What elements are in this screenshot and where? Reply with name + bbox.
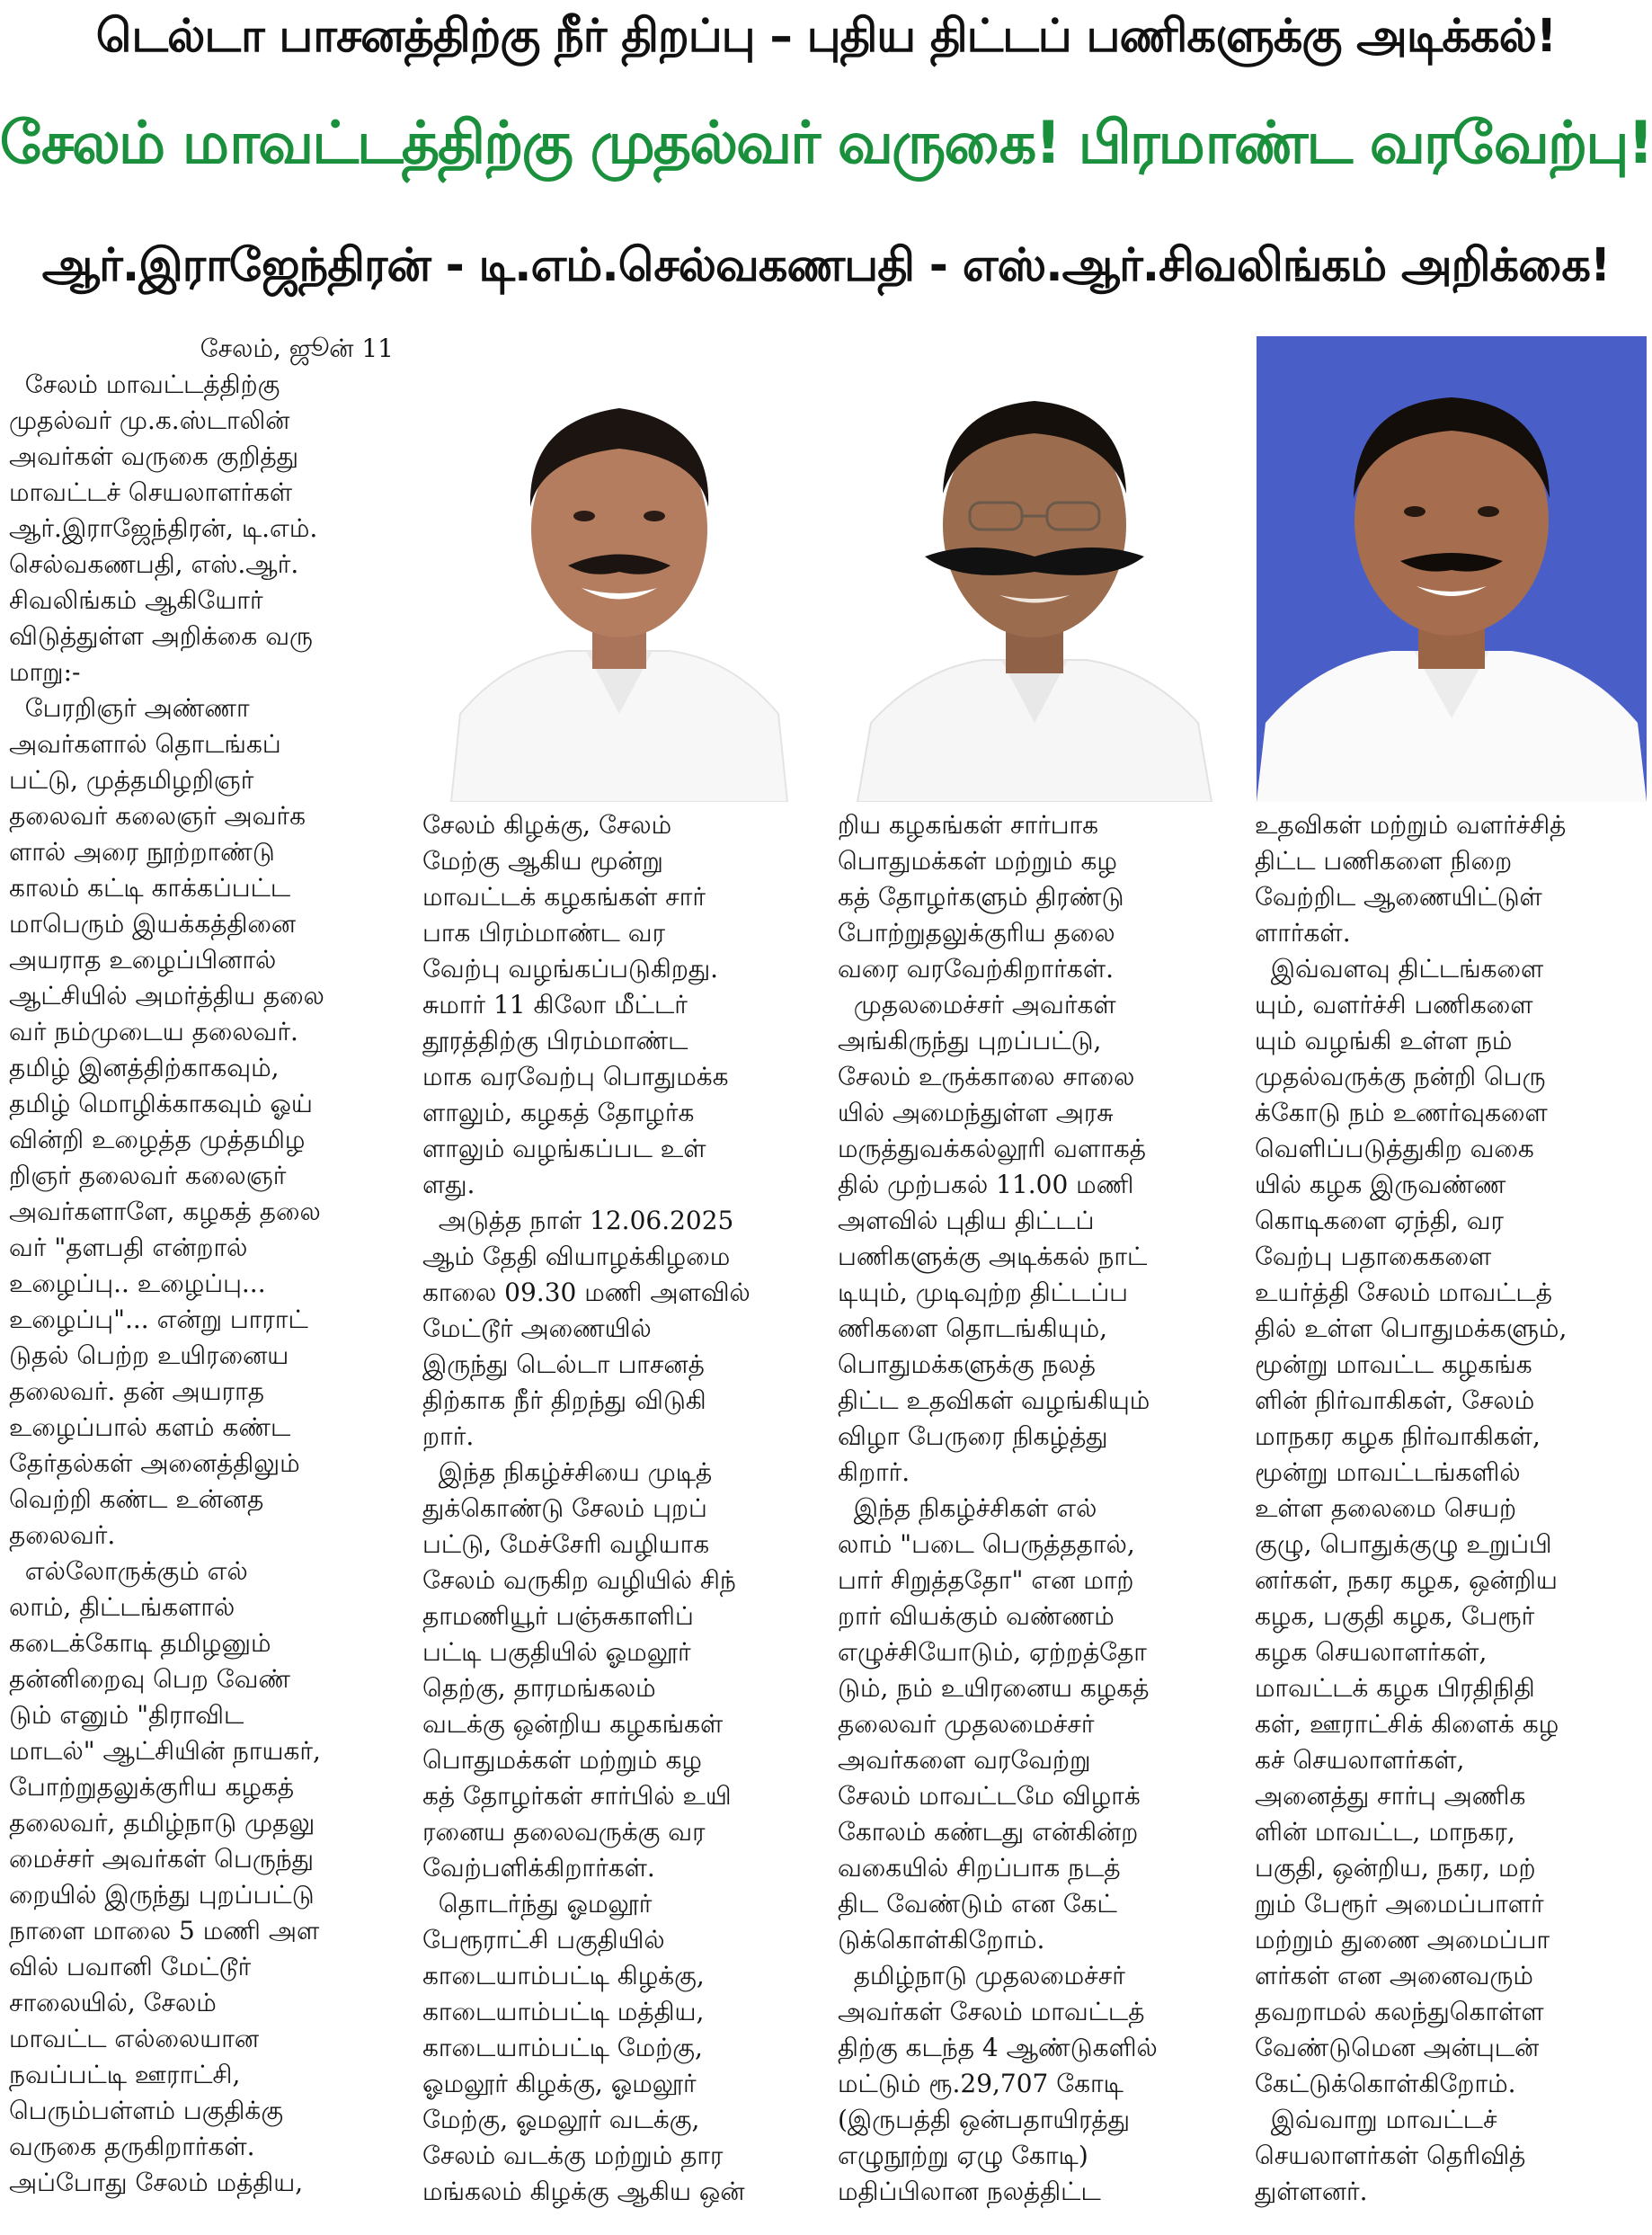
main-headline: சேலம் மாவட்டத்திற்கு முதல்வர் வருகை! பிரமாண்ட வரவேற்பு!: [0, 110, 1652, 177]
article-column-4: உதவிகள் மற்றும் வளர்ச்சித் திட்ட பணிகளை நிறை வேற்றிட ஆணையிட்டுள் ளார்கள். இவ்வளவு திட்டங்களை யும், வளர்ச்சி பணிகளை யும் வழங்கி உள்ள நம் முதல்வருக்கு நன்றி பெரு க்கோடு நம் உணர்வுகளை வெளிப்படுத்துகிற வகை யில் கழக இருவண்ண கொடிகளை ஏந்தி, வர வேற்பு பதாகைகளை உயர்த்தி சேலம் மாவட்டத் தில் உள்ள பொதுமக்களும், மூன்று மாவட்ட கழகங்க ளின் நிர்வாகிகள், சேலம் மாநகர கழக நிர்வாகிகள், மூன்று மாவட்டங்களில் உள்ள தலைமை செயற் குழு, பொதுக்குழு உறுப்பி னர்கள், நகர கழக, ஒன்றிய கழக, பகுதி கழக, பேரூர் கழக செயலாளர்கள், மாவட்டக் கழக பிரதிநிதி கள், ஊராட்சிக் கிளைக் கழ கச் செயலாளர்கள், அனைத்து சார்பு அணிக ளின் மாவட்ட, மாநகர, பகுதி, ஒன்றிய, நகர, மற் றும் பேரூர் அமைப்பாளர் மற்றும் துணை அமைப்பா ளர்கள் என அனைவரும் தவறாமல் கலந்துகொள்ள வேண்டுமென அன்புடன் கேட்டுக்கொள்கிறோம். இவ்வாறு மாவட்டச் செயலாளர்கள் தெரிவித் துள்ளனர்.: [1255, 810, 1568, 2206]
sub-headline: ஆர்.இராஜேந்திரன் - டி.எம்.செல்வகணபதி - எஸ்.ஆர்.சிவலிங்கம் அறிக்கை!: [41, 238, 1611, 292]
article-column-1: [9, 331, 403, 2228]
article-column-1-text: சேலம் மாவட்டத்திற்கு முதல்வர் மு.க.ஸ்டாலின் அவர்கள் வருகை குறித்து மாவட்டச் செயலாளர்கள் ஆர்.இராஜேந்திரன், டி.எம். செல்வகணபதி, எஸ்.ஆர். சிவலிங்கம் ஆகியோர் விடுத்துள்ள அறிக்கை வரு மாறு:- பேரறிஞர் அண்ணா அவர்களால் தொடங்கப் பட்டு, முத்தமிழறிஞர் தலைவர் கலைஞர் அவர்க ளால் அரை நூற்றாண்டு காலம் கட்டி காக்கப்பட்ட மாபெரும் இயக்கத்தினை அயராத உழைப்பினால் ஆட்சியில் அமர்த்திய தலை வர் நம்முடைய தலைவர். தமிழ் இனத்திற்காகவும், தமிழ் மொழிக்காகவும் ஓய் வின்றி உழைத்த முத்தமிழ றிஞர் தலைவர் கலைஞர் அவர்களாளே, கழகத் தலை வர் "தளபதி என்றால் உழைப்பு.. உழைப்பு... உழைப்பு"... என்று பாராட் டுதல் பெற்ற உயிரனைய தலைவர். தன் அயராத உழைப்பால் களம் கண்ட தேர்தல்கள் அனைத்திலும் வெற்றி கண்ட உன்னத தலைவர். எல்லோருக்கும் எல் லாம், திட்டங்களால் கடைக்கோடி தமிழனும் தன்னிறைவு பெற வேண் டும் எனும் "திராவிட மாடல்" ஆட்சியின் நாயகர், போற்றுதலுக்குரிய கழகத் தலைவர், தமிழ்நாடு முதலு மைச்சர் அவர்கள் பெருந்து றையில் இருந்து புறப்பட்டு நாளை மாலை 5 மணி அள வில் பவானி மேட்டூர் சாலையில், சேலம் மாவட்ட எல்லையான நவப்பட்டி ஊராட்சி, பெரும்பள்ளம் பகுதிக்கு வருகை தருகிறார்கள். அப்போது சேலம் மத்திய,: [9, 370, 324, 2197]
dateline: சேலம், ஜூன் 11: [200, 334, 394, 363]
portrait-2-illustration: [839, 336, 1230, 802]
portrait-photo-1: [424, 336, 814, 802]
portrait-photo-3: [1257, 336, 1647, 802]
article-column-3: றிய கழகங்கள் சார்பாக பொதுமக்கள் மற்றும் கழ கத் தோழர்களும் திரண்டு போற்றுதலுக்குரிய தலை வரை வரவேற்கிறார்கள். முதலமைச்சர் அவர்கள் அங்கிருந்து புறப்பட்டு, சேலம் உருக்காலை சாலை யில் அமைந்துள்ள அரசு மருத்துவக்கல்லூரி வளாகத் தில் முற்பகல் 11.00 மணி அளவில் புதிய திட்டப் பணிகளுக்கு அடிக்கல் நாட் டியும், முடிவுற்ற திட்டப்ப ணிகளை தொடங்கியும், பொதுமக்களுக்கு நலத் திட்ட உதவிகள் வழங்கியும் விழா பேருரை நிகழ்த்து கிறார். இந்த நிகழ்ச்சிகள் எல் லாம் "படை பெருத்ததால், பார் சிறுத்ததோ" என மாற் றார் வியக்கும் வண்ணம் எழுச்சியோடும், ஏற்றத்தோ டும், நம் உயிரனைய கழகத் தலைவர் முதலமைச்சர் அவர்களை வரவேற்று சேலம் மாவட்டமே விழாக் கோலம் கண்டது என்கின்ற வகையில் சிறப்பாக நடத் திட வேண்டும் என கேட் டுக்கொள்கிறோம். தமிழ்நாடு முதலமைச்சர் அவர்கள் சேலம் மாவட்டத் திற்கு கடந்த 4 ஆண்டுகளில் மட்டும் ரூ.29,707 கோடி (இருபத்தி ஒன்பதாயிரத்து எழுநூற்று ஏழு கோடி) மதிப்பிலான நலத்திட்ட: [838, 810, 1158, 2206]
portrait-photo-2: [839, 336, 1230, 802]
portrait-1-illustration: [424, 336, 814, 802]
top-headline: டெல்டா பாசனத்திற்கு நீர் திறப்பு – புதிய திட்டப் பணிகளுக்கு அடிக்கல்!: [95, 9, 1557, 63]
portrait-3-illustration: [1257, 336, 1647, 802]
article-column-2: சேலம் கிழக்கு, சேலம் மேற்கு ஆகிய மூன்று மாவட்டக் கழகங்கள் சார் பாக பிரம்மாண்ட வர வேற்பு வழங்கப்படுகிறது. சுமார் 11 கிலோ மீட்டர் தூரத்திற்கு பிரம்மாண்ட மாக வரவேற்பு பொதுமக்க ளாலும், கழகத் தோழர்க ளாலும் வழங்கப்பட உள் ளது. அடுத்த நாள் 12.06.2025 ஆம் தேதி வியாழக்கிழமை காலை 09.30 மணி அளவில் மேட்டூர் அணையில் இருந்து டெல்டா பாசனத் திற்காக நீர் திறந்து விடுகி றார். இந்த நிகழ்ச்சியை முடித் துக்கொண்டு சேலம் புறப் பட்டு, மேச்சேரி வழியாக சேலம் வருகிற வழியில் சிந் தாமணியூர் பஞ்சுகாளிப் பட்டி பகுதியில் ஓமலூர் தெற்கு, தாரமங்கலம் வடக்கு ஒன்றிய கழகங்கள் பொதுமக்கள் மற்றும் கழ கத் தோழர்கள் சார்பில் உயி ரனைய தலைவருக்கு வர வேற்பளிக்கிறார்கள். தொடர்ந்து ஓமலூர் பேரூராட்சி பகுதியில் காடையாம்பட்டி கிழக்கு, காடையாம்பட்டி மத்திய, காடையாம்பட்டி மேற்கு, ஓமலூர் கிழக்கு, ஓமலூர் மேற்கு, ஓமலூர் வடக்கு, சேலம் வடக்கு மற்றும் தார மங்கலம் கிழக்கு ஆகிய ஒன்: [422, 810, 751, 2206]
